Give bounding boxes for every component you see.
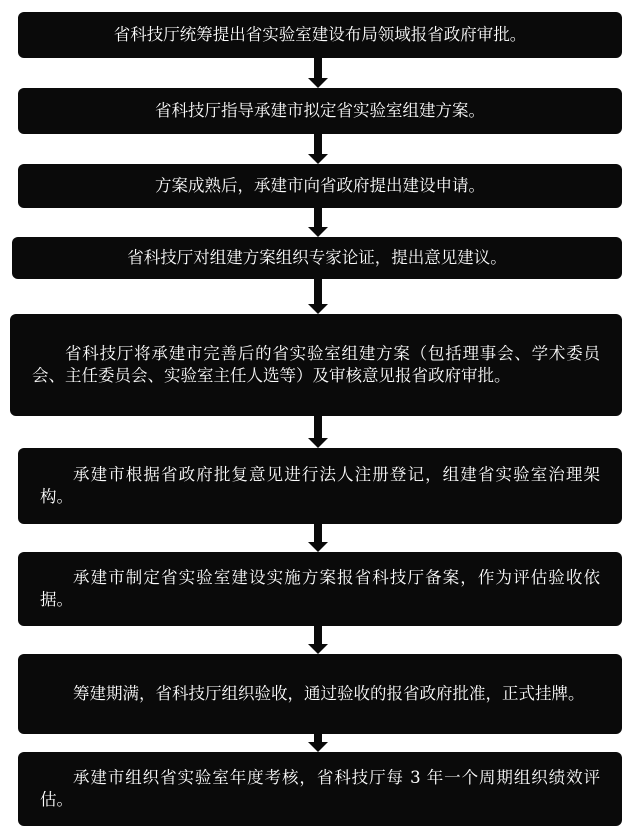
step-2-box — [18, 88, 622, 134]
arrow-5-icon — [308, 416, 328, 448]
arrow-8-icon — [308, 734, 328, 752]
arrow-2-icon — [308, 134, 328, 164]
step-3-box — [18, 164, 622, 208]
step-7-box — [18, 552, 622, 626]
step-8-text: 筹建期满，省科技厅组织验收，通过验收的报省政府批准，正式挂牌。 — [73, 684, 585, 703]
step-4-text: 省科技厅对组建方案组织专家论证，提出意见建议。 — [127, 248, 507, 267]
arrow-3-icon — [308, 208, 328, 237]
arrow-6-icon — [308, 524, 328, 552]
step-6-box — [18, 448, 622, 524]
step-7-text: 承建市制定省实验室建设实施方案报省科技厅备案，作为评估验收依据。 — [40, 568, 600, 609]
step-9-box — [18, 752, 622, 826]
step-4-box — [12, 237, 622, 279]
step-8-box — [18, 654, 622, 734]
step-2-text: 省科技厅指导承建市拟定省实验室组建方案。 — [155, 101, 485, 120]
arrow-7-icon — [308, 626, 328, 654]
step-9-text: 承建市组织省实验室年度考核，省科技厅每 3 年一个周期组织绩效评估。 — [40, 768, 600, 809]
arrow-4-icon — [308, 279, 328, 314]
step-5-box — [10, 314, 622, 416]
step-5-text: 省科技厅将承建市完善后的省实验室组建方案（包括理事会、学术委员会、主任委员会、实验室主任人选等）及审核意见报省政府审批。 — [32, 344, 600, 385]
step-1-text: 省科技厅统筹提出省实验室建设布局领域报省政府审批。 — [113, 25, 527, 44]
step-6-text: 承建市根据省政府批复意见进行法人注册登记，组建省实验室治理架构。 — [40, 465, 600, 506]
arrow-1-icon — [308, 58, 328, 88]
step-3-text: 方案成熟后，承建市向省政府提出建设申请。 — [155, 176, 485, 195]
step-1-box — [18, 12, 622, 58]
